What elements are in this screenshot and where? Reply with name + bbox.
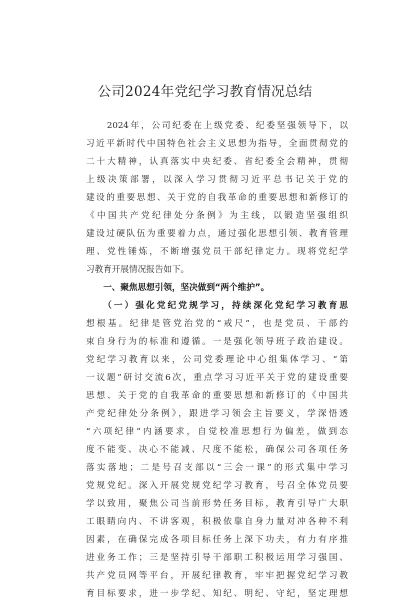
body-line: 建设的重要思想、关于党的自我革命的重要思想和新修订的 [86,193,348,203]
body-line: 进业务工作；三是坚持引导干部职工积极运用学习强国、 [86,553,348,563]
body-line: 建设过硬队伍为重要着力点，通过强化思想引领、教育管理 [86,229,348,239]
section-heading: 一、聚焦思想引领，坚决做到“两个维护”。 [86,283,270,293]
body-line: 育目标要求，进一步学纪、知纪、明纪、守纪，坚定理想 [86,589,348,599]
body-line: 二十大精神，认真落实中央纪委、省纪委全会精神，贯彻 [86,157,348,167]
document-title: 公司2024年党纪学习教育情况总结 [97,84,313,100]
body-line: 束自身行为的标准和遵循。一是强化领导班子政治建设。 [86,337,348,347]
body-line: 思想、关于党的自我革命的重要思想和新修订的《中国共 [86,391,348,401]
body-line: 度不能变、决心不能减、尺度不能松，确保公司各项任务 [86,445,348,455]
body-line: 理、党性锤炼，不断增强党员干部纪律定力。现将党纪学 [86,247,348,257]
body-line: 党规党纪。深入开展党规党纪学习教育，号召全体党员要 [86,481,348,491]
body-line: 一议题”研讨交流6次，重点学习习近平关于党的建设重要 [86,373,348,383]
body-line: “六项纪律”内涵要求，自觉校准思想行为偏差，做到态 [86,427,348,437]
body-line: 学以致用，聚焦公司当前形势任务目标，教育引导广大职 [86,499,348,509]
body-line: 上级决策部署，以深入学习贯彻习近平总书记关于党的 [86,175,348,185]
body-line: 习教育开展情况报告如下。 [86,265,190,275]
body-line: 产党纪律处分条例》，跟进学习领会主旨要义，学深悟透 [86,409,348,419]
body-line: 习近平新时代中国特色社会主义思想为指导，全面贯彻党的 [86,139,348,149]
body-line: 党纪学习教育以来，公司党委理论中心组集体学习、“第 [86,355,348,365]
body-line: 工眼睛向内、不讲客观，积极依靠自身力量对冲各种不利 [86,517,348,527]
document-body [86,117,348,603]
subsection-heading-line: （一）强化党纪党规学习，持续深化党纪学习教育思 [86,301,348,311]
body-line: 共产党员网等平台，开展纪律教育，牢牢把握党纪学习教 [86,571,348,581]
body-line: 想根基。纪律是管党治党的“戒尺”，也是党员、干部约 [86,319,348,329]
body-line: 落实落地；二是号召支部以“三会一课”的形式集中学习 [86,463,348,473]
body-line: 《中国共产党纪律处分条例》为主线，以锻造坚强组织 [86,211,348,221]
body-line: 2024年，公司纪委在上级党委、纪委坚强领导下，以 [86,121,348,131]
body-line: 因素，在确保完成各项目标任务上深下功夫，有力有序推 [86,535,348,545]
